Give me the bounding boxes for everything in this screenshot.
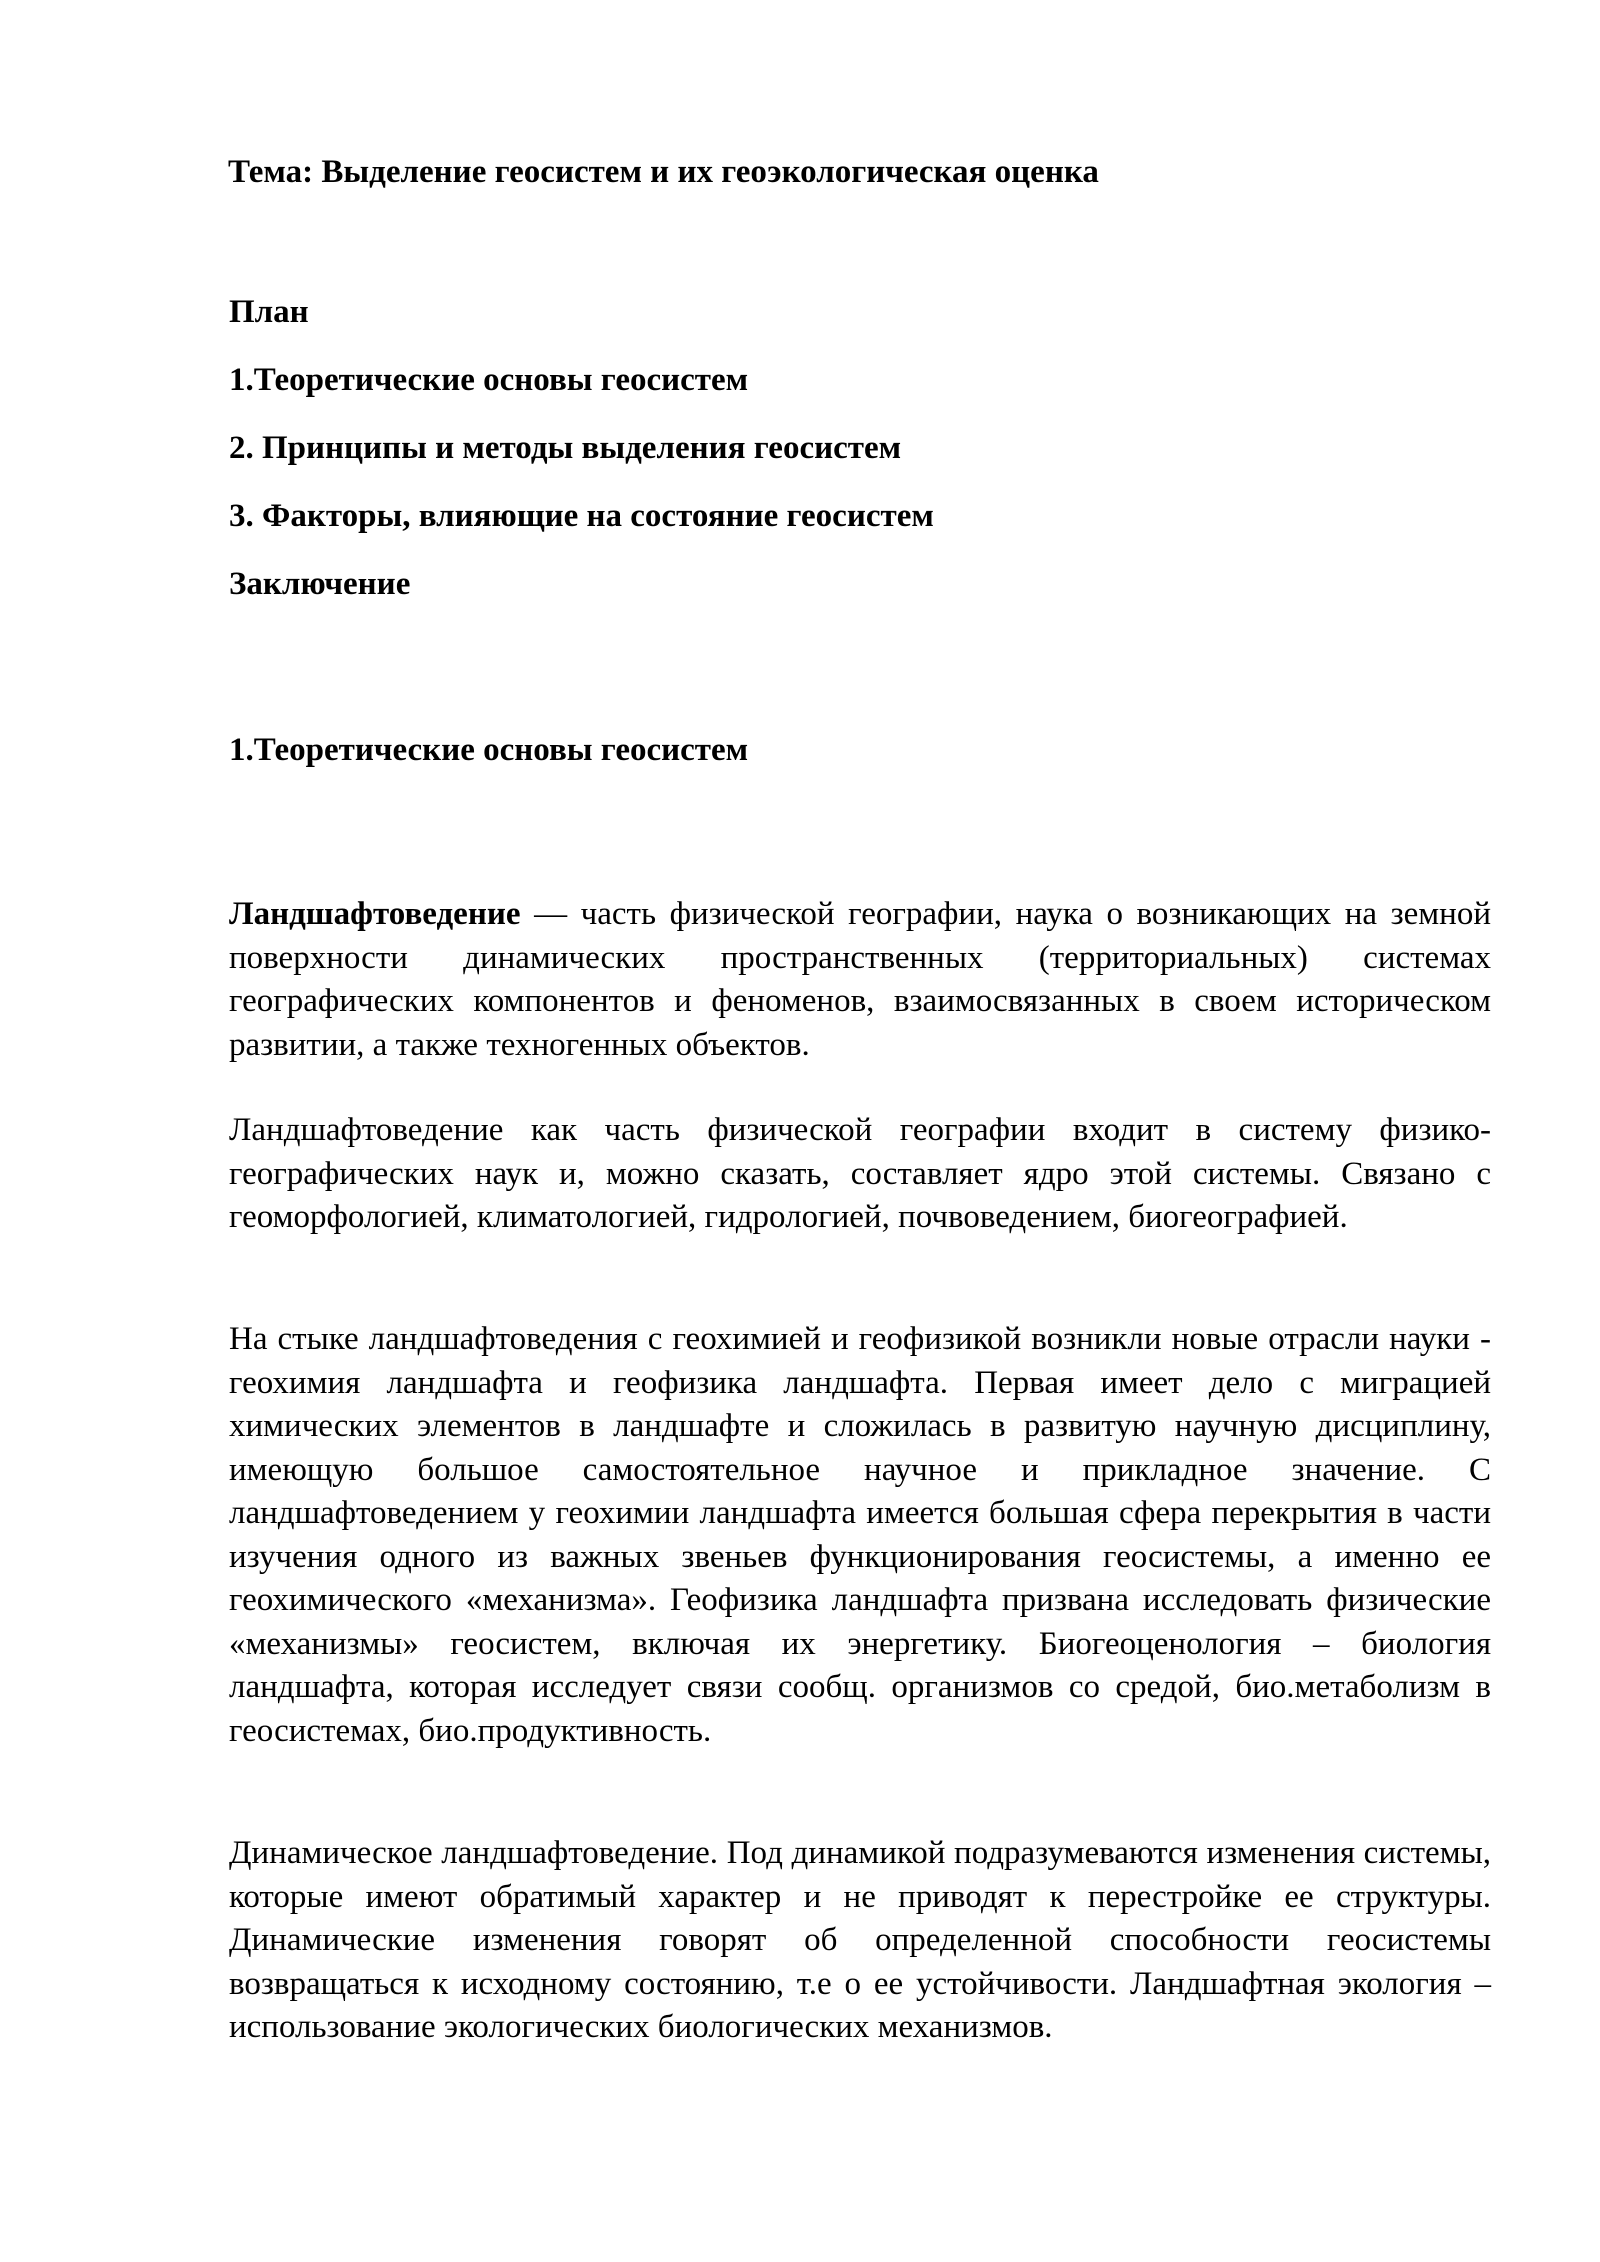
paragraph-text: — часть физической географии, наука о возникающих на земной поверхности динамических пространственных (территориальных) системах географических компонентов и феноменов, взаимосвязанных в своем историческом развитии, а также техногенных объектов. (229, 896, 1491, 1063)
paragraph-related-sciences: Ландшафтоведение как часть физической географии входит в систему физико-географических наук и, можно сказать, составляет ядро этой системы. Связано с геоморфологией, климатологией, гидрологией, почвоведением, биогеографией. (229, 1112, 1491, 1235)
paragraph-definition (229, 893, 1491, 1067)
paragraph-geochemistry: На стыке ландшафтоведения с геохимией и геофизикой возникли новые отрасли науки - геохимия ландшафта и геофизика ландшафта. Первая имеет дело с миграцией химических элементов в ландшафте и сложилась в развитую научную дисциплину, имеющую большое самостоятельное научное и прикладное значение. С ландшафтоведением у геохимии ландшафта имеется большая сфера перекрытия в части изучения одного из важных звеньев функционирования геосистемы, а именно ее геохимического «механизма». Геофизика ландшафта призвана исследовать физические «механизмы» геосистем, включая их энергетику. Биогеоценология – биология ландшафта, которая исследует связи сообщ. организмов со средой, био.метаболизм в геосистемах, био.продуктивность. (229, 1321, 1491, 1749)
plan-heading: План (229, 294, 309, 330)
paragraph-dynamics: Динамическое ландшафтоведение. Под динамикой подразумеваются изменения системы, которые имеют обратимый характер и не приводят к перестройке ее структуры. Динамические изменения говорят об определенной способности геосистемы возвращаться к исходному состоянию, т.е о ее устойчивости. Ландшафтная экология – использование экологических биологических механизмов. (229, 1835, 1491, 2045)
document-title: Тема: Выделение геосистем и их геоэкологическая оценка (228, 154, 1099, 190)
paragraph-term: Ландшафтоведение (229, 896, 521, 932)
section-heading: 1.Теоретические основы геосистем (229, 732, 749, 768)
plan-item-1: 1.Теоретические основы геосистем (229, 362, 749, 398)
plan-item-2: 2. Принципы и методы выделения геосистем (229, 430, 902, 466)
plan-item-3: 3. Факторы, влияющие на состояние геосистем (229, 498, 934, 534)
plan-item-conclusion: Заключение (229, 566, 411, 602)
